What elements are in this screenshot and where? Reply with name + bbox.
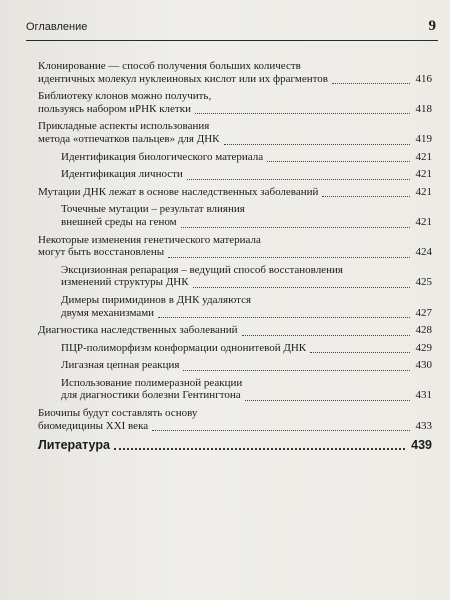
toc-entry-title-line: Идентификация биологического материала [61,150,264,163]
toc-entry-title-line: Точечные мутации – результат влияния [61,203,245,216]
toc-entry [38,186,440,199]
toc-entry-title-line: пользуясь набором иРНК клетки [38,102,191,115]
toc-page-number: 429 [415,341,432,354]
toc-entry-title-line: Мутации ДНК лежат в основе наследственных заболеваний [38,185,319,198]
toc-page-number: 430 [415,359,432,372]
toc-page-number: 421 [415,185,432,198]
toc-entry-title-line: метода «отпечатков пальцев» для ДНК [38,132,220,145]
toc-entry [38,203,440,228]
toc-leader-dots [158,309,409,318]
header-section-title: Оглавление [26,21,88,33]
running-header [26,20,438,41]
toc-page-number: 431 [415,389,432,402]
toc-leader-dots [332,75,410,84]
toc-leader-dots [242,327,410,336]
toc-entry-title-line: идентичных молекул нуклеиновых кислот или их фрагментов [38,72,328,85]
toc-leader-dots [224,136,410,145]
toc-leader-dots [195,105,410,114]
toc-entry-title-line: двумя механизмами [61,306,155,319]
toc-entry [38,60,440,85]
toc-entry-literature [38,438,440,452]
toc-entry-title-line: для диагностики болезни Гентингтона [61,389,241,402]
toc-entry [38,342,440,355]
toc-page-number: 433 [415,419,432,432]
toc-page-number: 425 [415,276,432,289]
toc-leader-dots [183,362,409,371]
literature-title: Литература [38,438,110,453]
toc-entry-title-line: изменений структуры ДНК [61,276,189,289]
toc-entry-title-line: Прикладные аспекты использования [38,120,210,133]
toc-entry-title-line: могут быть восстановлены [38,246,165,259]
toc-entry-title-line: Биочипы будут составлять основу [38,407,198,420]
toc-page-number: 428 [415,324,432,337]
toc-entry-title-line: Лигазная цепная реакция [61,359,180,372]
toc-entry [38,120,440,145]
toc-entry-title-line: Библиотеку клонов можно получить, [38,90,212,103]
toc-entry-title-line: Диагностика наследственных заболеваний [38,324,238,337]
toc-entry-title-line: Клонирование — способ получения больших количеств [38,60,301,72]
literature-page-number: 439 [411,438,432,453]
toc-page-number: 421 [415,150,432,163]
toc-entry [38,168,440,181]
toc-entry [38,324,440,337]
toc-page-number: 421 [415,168,432,181]
toc-leader-dots [267,153,409,162]
toc-entry-title-line: внешней среды на геном [61,215,177,228]
toc-entry-title-line: Димеры пиримидинов в ДНК удаляются [61,293,252,306]
toc-entry [38,359,440,372]
toc-page-number: 418 [415,102,432,115]
toc-leader-dots [181,219,410,228]
toc-leader-dots [310,344,409,353]
toc-leader-dots [168,249,409,258]
toc-leader-dots [114,440,405,450]
toc-entry [38,407,440,432]
toc-entry-title-line: Использование полимеразной реакции [61,376,243,389]
toc-entry [38,234,440,259]
toc-entry-title-line: биомедицины XXI века [38,419,149,432]
toc-page-number: 424 [415,246,432,259]
toc-entry-title-line: Некоторые изменения генетического материала [38,233,261,246]
toc-entry [38,151,440,164]
toc-entry-title-line: Эксцизионная репарация – ведущий способ восстановления [61,263,343,276]
toc-entry [38,294,440,319]
toc-leader-dots [193,279,410,288]
table-of-contents [38,60,440,457]
toc-page-number: 419 [415,132,432,145]
toc-page-number: 421 [415,215,432,228]
toc-entry [38,90,440,115]
toc-page-number: 427 [415,306,432,319]
toc-entry [38,264,440,289]
toc-leader-dots [322,188,409,197]
toc-leader-dots [245,392,410,401]
toc-leader-dots [187,171,410,180]
header-page-number: 9 [428,18,436,34]
toc-entry-title-line: ПЦР-полиморфизм конформации однонитевой ДНК [61,341,307,354]
toc-entry-title-line: Идентификация личности [61,168,183,181]
toc-page-number: 416 [415,72,432,85]
toc-leader-dots [152,422,409,431]
toc-entry [38,377,440,402]
